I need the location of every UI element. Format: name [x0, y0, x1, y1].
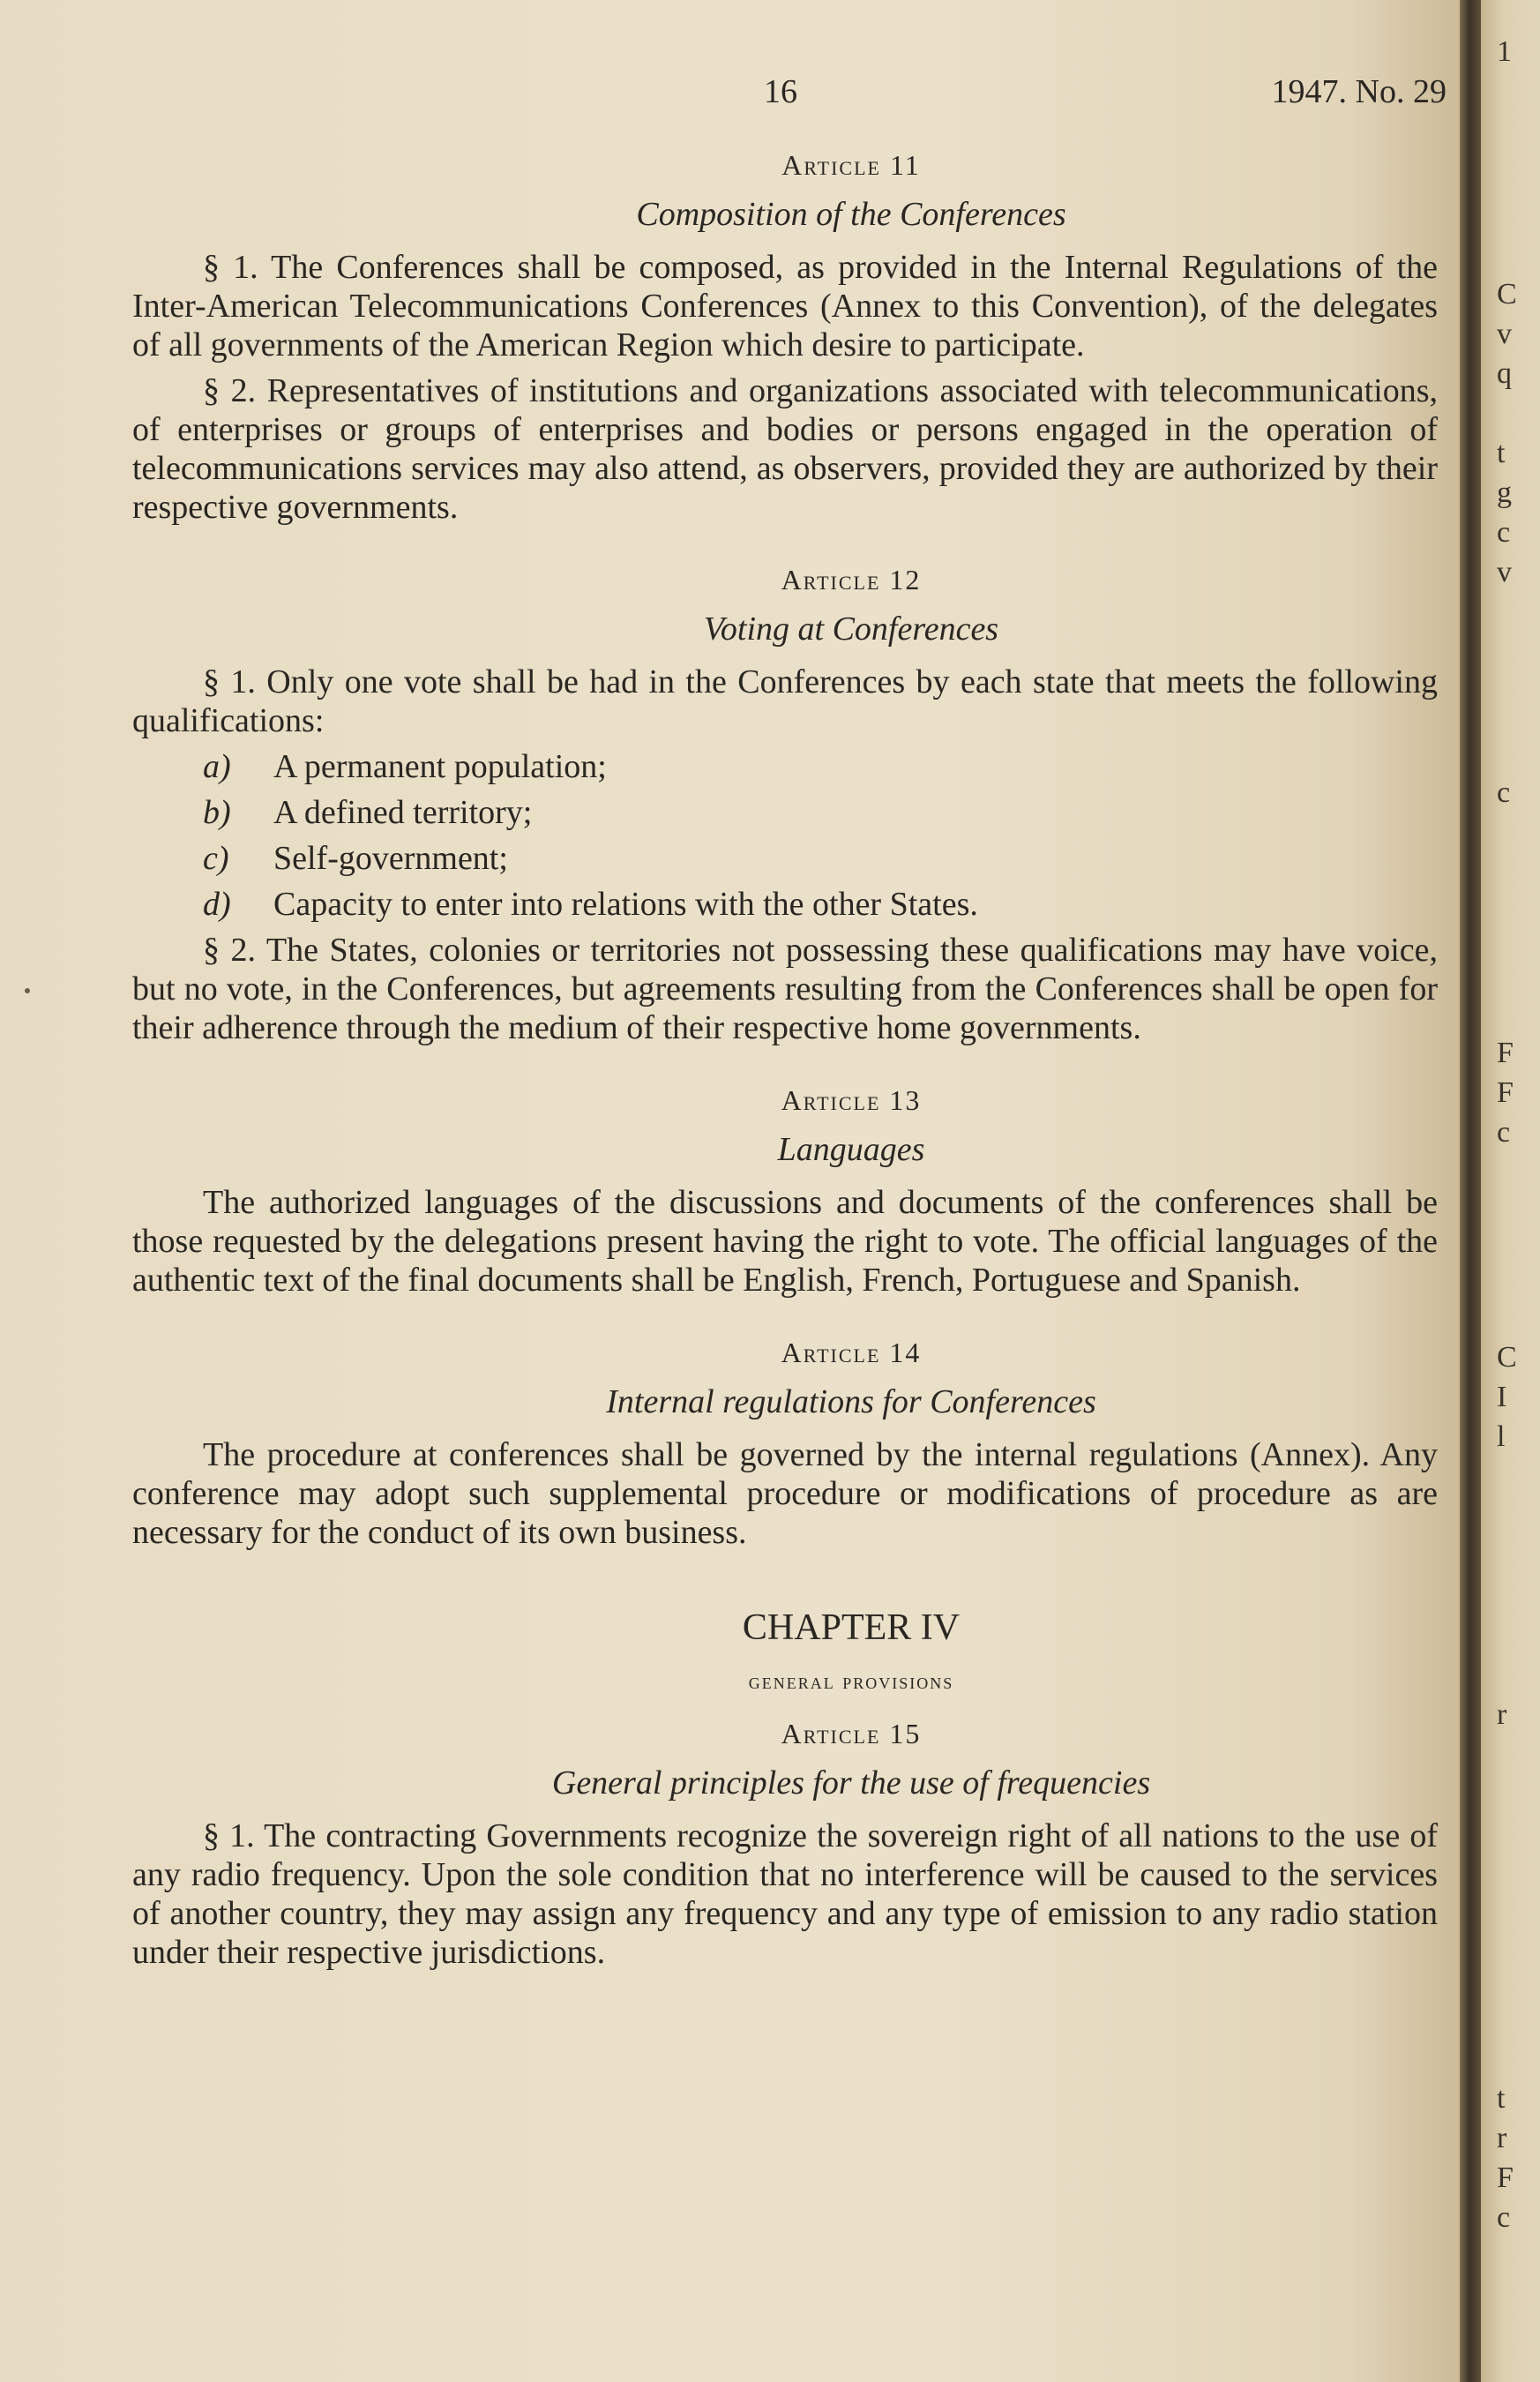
adjacent-page-char: v	[1497, 556, 1512, 588]
adjacent-page-char: c	[1497, 776, 1511, 809]
book-gutter	[1460, 0, 1481, 2382]
article-13-title: Languages	[777, 1131, 925, 1168]
article-15-title: General principles for the use of frequencies	[551, 1764, 1151, 1801]
qualification-text: A permanent population;	[273, 748, 607, 785]
adjacent-page-char: c	[1497, 516, 1511, 549]
qualification-item	[203, 839, 1438, 878]
article-15-paragraph-1: § 1. The contracting Governments recognize the sovereign right of all nations to the use of any radio frequency. Upon the sole condition that no interference will be caused to the services of another country, they may assign any frequency and any type of emission to any radio station under their respective jurisdictions.	[132, 1817, 1438, 1971]
article-13-paragraph-1: The authorized languages of the discussions and documents of the conferences shall be those requested by the delegations present having the right to vote. The official languages of the authentic text of the final documents shall be English, French, Portuguese and Spanish.	[132, 1184, 1438, 1299]
adjacent-page-char: t	[1497, 437, 1506, 469]
adjacent-page-char: r	[1497, 2122, 1507, 2154]
article-11-paragraph-2: § 2. Representatives of institutions and organizations associated with telecommunications, of enterprises or groups of enterprises and bodies or persons engaged in the operation of telecommunications services may also attend, as observers, provided they are authorized by their respective governments.	[132, 372, 1438, 526]
adjacent-page-edge	[1481, 0, 1540, 2382]
article-11-heading: Article 11	[781, 149, 921, 181]
qualification-text: Capacity to enter into relations with the other States.	[273, 886, 978, 923]
article-12-heading: Article 12	[781, 564, 922, 596]
article-12-paragraph-2: § 2. The States, colonies or territories not possessing these qualifications may have voice, but no vote, in the Conferences, but agreements resulting from the Conferences shall be open for their adherence through the medium of their respective home governments.	[132, 932, 1438, 1046]
adjacent-page-char: F	[1497, 1037, 1514, 1069]
adjacent-page-char: q	[1497, 357, 1512, 390]
page-header	[132, 72, 1447, 116]
adjacent-page-char: c	[1497, 1116, 1511, 1149]
adjacent-page-char: g	[1497, 476, 1512, 509]
adjacent-page-char: r	[1497, 1698, 1507, 1731]
adjacent-page-char: l	[1497, 1420, 1506, 1453]
qualification-label: c)	[203, 840, 229, 877]
qualification-text: A defined territory;	[273, 794, 533, 831]
qualification-label: d)	[203, 886, 231, 923]
page-speck	[25, 988, 30, 993]
chapter-subtitle: general provisions	[748, 1668, 954, 1694]
adjacent-page-char: I	[1497, 1381, 1507, 1413]
qualification-label: a)	[203, 748, 231, 785]
article-11-paragraph-1: § 1. The Conferences shall be composed, as provided in the Internal Regulations of the Inter-American Telecommunications Conferences (Annex to this Convention), of the delegates of all governments of the American Region which desire to participate.	[132, 249, 1438, 363]
adjacent-page-char: t	[1497, 2082, 1506, 2115]
article-12-title: Voting at Conferences	[703, 610, 999, 648]
chapter-title: CHAPTER IV	[742, 1607, 961, 1648]
qualification-item	[203, 885, 1438, 924]
adjacent-page-char: F	[1497, 2161, 1514, 2194]
document-reference: 1947. No. 29	[1271, 73, 1447, 110]
article-14-heading: Article 14	[781, 1337, 922, 1368]
article-15-heading: Article 15	[781, 1718, 922, 1749]
adjacent-page-char: F	[1497, 1076, 1514, 1109]
article-11-title: Composition of the Conferences	[636, 196, 1066, 233]
page-number: 16	[764, 73, 797, 110]
article-13-heading: Article 13	[781, 1084, 922, 1116]
article-14-paragraph-1: The procedure at conferences shall be governed by the internal regulations (Annex). Any conference may adopt such supplemental procedure or modifications of procedure as are necessary for the conduct of its own business.	[132, 1436, 1438, 1551]
adjacent-page-char: C	[1497, 1341, 1517, 1374]
qualification-text: Self-government;	[273, 840, 508, 877]
adjacent-page-char: C	[1497, 278, 1517, 311]
adjacent-page-char: 1	[1497, 35, 1512, 68]
adjacent-page-char: v	[1497, 318, 1512, 350]
page-body	[132, 146, 1438, 1979]
article-12-paragraph-1: § 1. Only one vote shall be had in the Conferences by each state that meets the following qualifications:	[132, 663, 1438, 739]
article-14-title: Internal regulations for Conferences	[606, 1383, 1096, 1420]
adjacent-page-char: c	[1497, 2201, 1511, 2234]
qualification-item	[203, 747, 1438, 786]
qualification-label: b)	[203, 794, 231, 831]
qualification-item	[203, 793, 1438, 832]
